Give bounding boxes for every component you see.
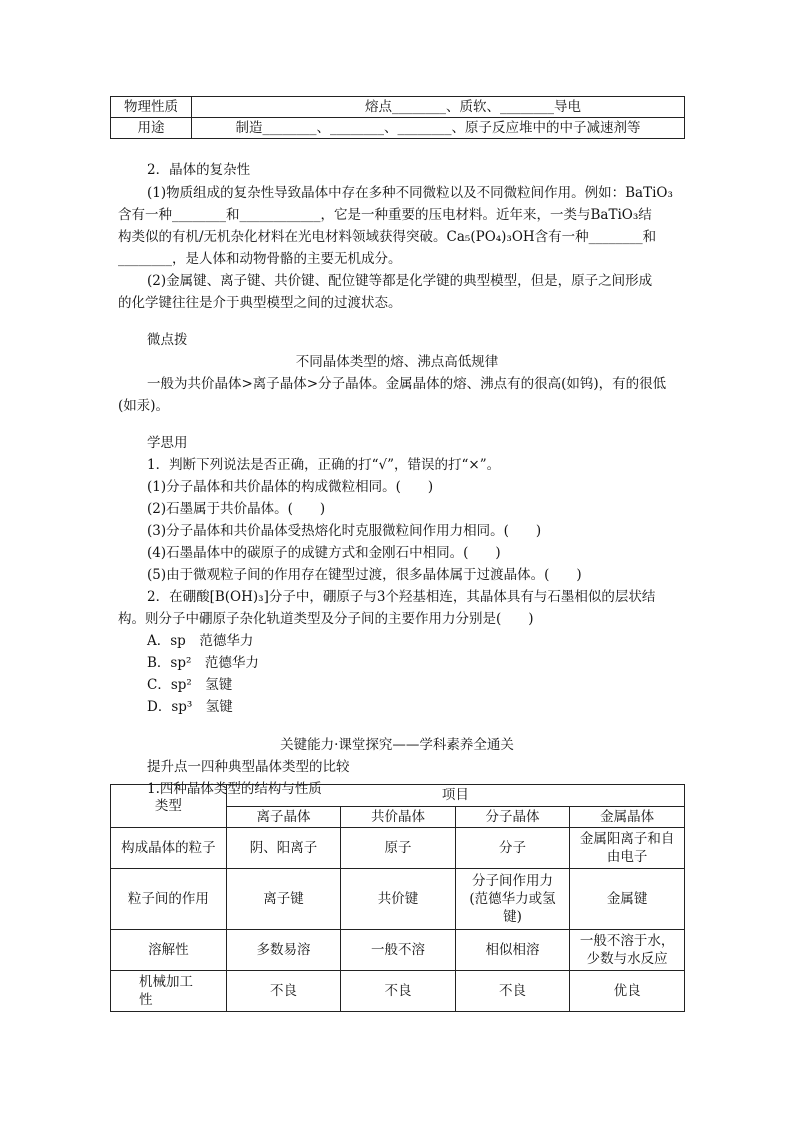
option-a: A．sp 范德华力	[147, 633, 254, 649]
tip-line: 一般为共价晶体>离子晶体>分子晶体。金属晶体的熔、沸点有的很高(如钨)，有的很低	[147, 376, 667, 392]
section-title: 关键能力·课堂探究——学科素养全通关	[280, 737, 514, 753]
row-label: 粒子间的作用	[111, 869, 227, 930]
paragraph-line: 的化学键往往是介于典型模型之间的过渡状态。	[118, 295, 402, 311]
column-header: 金属晶体	[570, 806, 685, 828]
paragraph-line: (2)金属键、离子键、共价键、配位键等都是化学键的典型模型，但是，原子之间形成	[147, 273, 653, 289]
table-cell: 不良	[455, 971, 570, 1012]
crystal-types-table	[110, 784, 685, 1012]
question-stem: 2．在硼酸[B(OH)₃]分子中，硼原子与3个羟基相连，其晶体具有与石墨相似的层状结	[147, 589, 656, 605]
table-cell: 金属阳离子和自由电子	[570, 828, 685, 869]
table-cell: 一般不溶于水，少数与水反应	[570, 930, 685, 971]
question-stem: 1．判断下列说法是否正确，正确的打“√”，错误的打“×”。	[147, 457, 501, 473]
table-cell: 阴、阳离子	[226, 828, 341, 869]
paragraph-line: 含有一种________和____________，它是一种重要的压电材料。近年来，一类与BaTiO₃结	[118, 207, 652, 223]
table-cell: 分子	[455, 828, 570, 869]
question-item: (3)分子晶体和共价晶体受热熔化时克服微粒间作用力相同。( )	[147, 523, 542, 539]
table-row	[111, 971, 685, 1012]
table-cell: 相似相溶	[455, 930, 570, 971]
option-c: C．sp² 氢键	[147, 677, 233, 693]
column-header: 分子晶体	[455, 806, 570, 828]
table-row	[111, 869, 685, 930]
row-label: 物理性质	[111, 97, 192, 118]
corner-header: 类型	[111, 785, 227, 828]
column-header: 共价晶体	[341, 806, 455, 828]
tip-title: 不同晶体类型的熔、沸点高低规律	[295, 354, 499, 370]
point-heading: 提升点一四种典型晶体类型的比较	[147, 759, 350, 775]
table-row	[111, 828, 685, 869]
question-item: (4)石墨晶体中的碳原子的成键方式和金刚石中相同。( )	[147, 545, 501, 561]
option-b: B．sp² 范德华力	[147, 655, 259, 671]
row-label: 构成晶体的粒子	[111, 828, 227, 869]
row-label: 溶解性	[111, 930, 227, 971]
row-content: 制造________、________、________、原子反应堆中的中子减速剂等	[192, 118, 685, 139]
row-label: 机械加工性	[111, 971, 227, 1012]
properties-table	[110, 96, 685, 139]
row-label: 用途	[111, 118, 192, 139]
table-cell: 一般不溶	[341, 930, 455, 971]
tip-line: (如汞)。	[118, 398, 170, 414]
table-cell: 优良	[570, 971, 685, 1012]
practice-label: 学思用	[147, 435, 188, 451]
table-row	[111, 930, 685, 971]
column-header: 离子晶体	[226, 806, 341, 828]
question-item: (2)石墨属于共价晶体。( )	[147, 501, 326, 517]
sub-heading: 1.四种晶体类型的结构与性质	[147, 781, 322, 797]
table-cell: 多数易溶	[226, 930, 341, 971]
table-header-row	[111, 785, 685, 807]
table-cell: 分子间作用力(范德华力或氢键)	[455, 869, 570, 930]
row-content: 熔点________、质软、________导电	[192, 97, 685, 118]
question-item: (5)由于微观粒子间的作用存在键型过渡，很多晶体属于过渡晶体。( )	[147, 567, 582, 583]
table-row	[111, 118, 685, 139]
table-cell: 共价键	[341, 869, 455, 930]
option-d: D．sp³ 氢键	[147, 699, 233, 715]
table-cell: 离子键	[226, 869, 341, 930]
table-cell: 金属键	[570, 869, 685, 930]
section-heading: 2．晶体的复杂性	[147, 162, 251, 178]
table-cell: 不良	[341, 971, 455, 1012]
paragraph-line: (1)物质组成的复杂性导致晶体中存在多种不同微粒以及不同微粒间作用。例如：BaTiO₃	[147, 185, 673, 201]
question-item: (1)分子晶体和共价晶体的构成微粒相同。( )	[147, 479, 434, 495]
paragraph-line: ________，是人体和动物骨骼的主要无机成分。	[118, 251, 402, 267]
paragraph-line: 构类似的有机/无机杂化材料在光电材料领域获得突破。Ca₅(PO₄)₃OH含有一种________和	[118, 229, 657, 245]
table-cell: 原子	[341, 828, 455, 869]
table-row	[111, 97, 685, 118]
question-stem: 构。则分子中硼原子杂化轨道类型及分子间的主要作用力分别是( )	[118, 611, 534, 627]
group-header: 项目	[226, 785, 684, 807]
tip-label: 微点拨	[147, 332, 188, 348]
table-cell: 不良	[226, 971, 341, 1012]
